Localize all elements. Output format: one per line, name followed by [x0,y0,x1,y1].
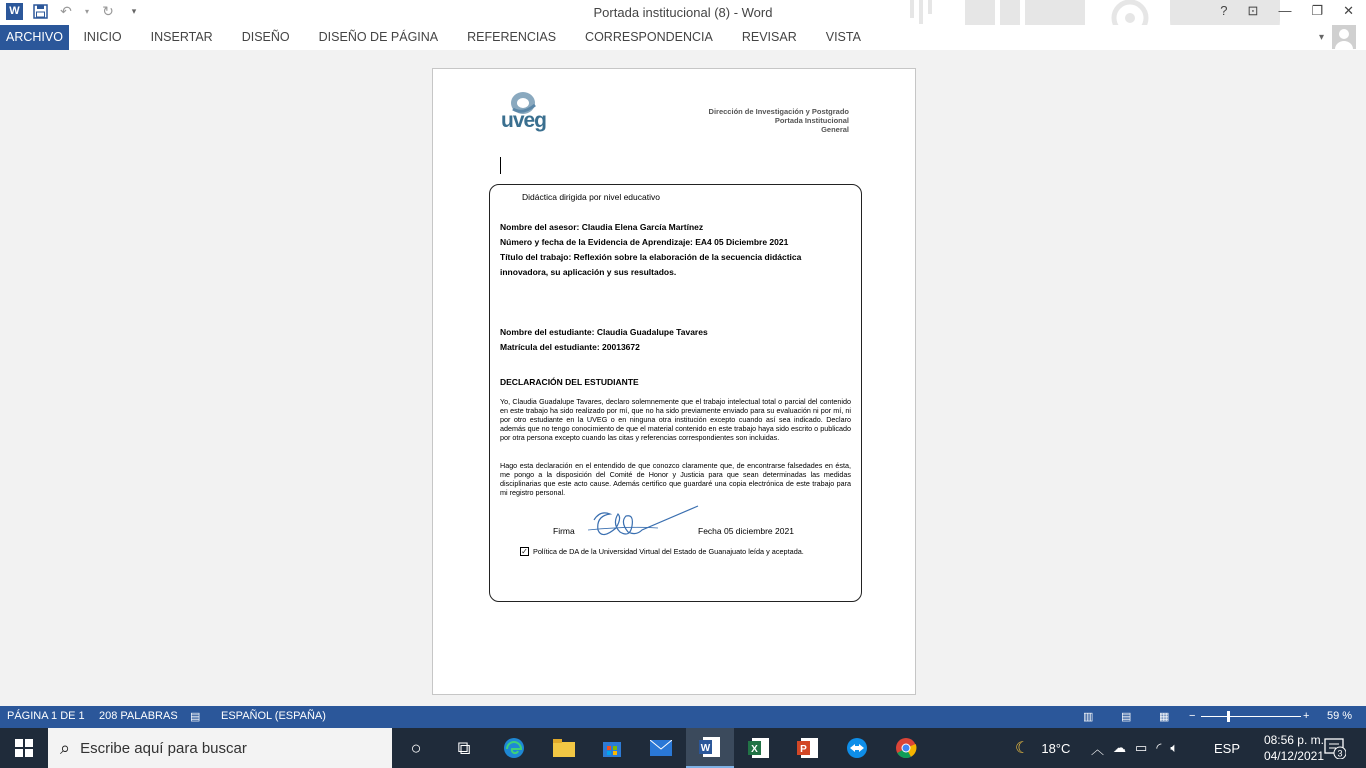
course-name: Didáctica dirigida por nivel educativo [522,192,660,202]
policy-text: Política de DA de la Universidad Virtual del Estado de Guanajuato leída y aceptada. [533,547,804,556]
chrome-icon[interactable] [882,728,930,768]
tab-referencias[interactable]: REFERENCIAS [467,30,557,44]
advisor-label: Nombre del asesor: [500,222,582,232]
zoom-level[interactable]: 59 % [1327,710,1353,722]
clock-time: 08:56 p. m. [1263,733,1324,747]
zoom-in-button[interactable]: + [1303,710,1310,722]
taskbar-search[interactable] [48,728,392,768]
header-line: General [821,125,849,134]
file-explorer-icon[interactable] [540,728,588,768]
undo-icon[interactable]: ↶ [60,2,72,19]
web-layout-icon[interactable]: ▦ [1159,711,1170,723]
work-title: Reflexión sobre la elaboración de la secuencia didáctica [573,252,802,262]
volume-icon[interactable]: 🔈︎ [1170,740,1179,755]
tab-revisar[interactable]: REVISAR [741,30,797,44]
clock-date: 04/12/2021 [1263,749,1324,763]
close-button[interactable]: ✕ [1343,3,1354,18]
read-mode-icon[interactable]: ▥ [1083,711,1094,723]
weather-widget[interactable] [1015,728,1070,768]
moon-icon: ☾ [1015,740,1030,757]
svg-text:P: P [800,744,807,755]
weather-temp: 18°C [1041,740,1071,756]
evidence-line [500,235,788,250]
student-name: Claudia Guadalupe Tavares [596,327,708,337]
evidence-label: Número y fecha de la Evidencia de Aprendizaje: [500,237,696,247]
window-controls [1220,3,1354,19]
student-line [500,325,708,340]
battery-icon[interactable]: ▭ [1135,740,1148,755]
cortana-icon[interactable]: ○ [410,737,422,758]
search-placeholder: Escribe aquí para buscar [80,739,247,757]
task-view-icon[interactable]: ⧉ [457,737,471,758]
cover-box [489,184,862,602]
tab-archivo[interactable]: ARCHIVO [0,25,69,50]
mail-icon[interactable] [637,728,685,768]
student-label: Nombre del estudiante: [500,327,597,337]
signature-image [586,502,706,542]
notification-count: 3 [1337,748,1343,759]
minimize-button[interactable]: — [1278,3,1292,18]
zoom-out-button[interactable]: − [1189,710,1196,722]
store-icon[interactable] [588,728,636,768]
edge-icon[interactable] [490,728,538,768]
taskbar [0,728,1366,768]
header-line: Portada Institucional [774,116,849,125]
logo-text: uveg [501,109,547,132]
powerpoint-icon[interactable] [784,728,832,768]
policy-checkbox[interactable]: ✓ [521,547,528,556]
svg-text:X: X [751,744,758,755]
work-title-line [500,250,801,265]
signature-label: Firma [553,526,575,536]
title-bar [0,0,1366,25]
customize-toolbar-icon[interactable]: ▾ [131,5,137,16]
search-icon: ⌕ [60,737,71,758]
matricula-label: Matrícula del estudiante: [500,342,603,352]
clock[interactable] [1264,732,1324,764]
tab-correspondencia[interactable]: CORRESPONDENCIA [585,30,713,44]
evidence-value: EA4 05 Diciembre 2021 [695,237,789,247]
language-indicator[interactable]: ESPAÑOL (ESPAÑA) [221,710,326,722]
onedrive-icon[interactable]: ☁ [1113,740,1127,755]
start-button[interactable] [0,728,48,768]
declaration-paragraph-1: Yo, Claudia Guadalupe Tavares, declaro solemnemente que el trabajo intelectual total o parcial del contenido en este trabajo ha sido realizado por mí, que no ha sido previamente enviado para su evaluación ni por mí, ni por otro estudiante en la UVEG o en ninguna otra institución excepto cuando así sea indicado. Declaro además que no tengo conocimiento de que el material contenido en este trabajo haya sido escrito o publicado por otra persona excepto cuando las citas y referencias correspondientes son incluidas. [500,397,851,443]
redo-icon[interactable]: ↻ [102,2,114,19]
svg-text:W: W [700,743,711,754]
document-page[interactable] [432,68,916,695]
zoom-slider-thumb[interactable] [1227,711,1230,722]
notifications-icon[interactable] [1324,728,1346,768]
declaration-heading: DECLARACIÓN DEL ESTUDIANTE [500,377,639,387]
account-dropdown-icon[interactable]: ▾ [1318,32,1324,43]
word-app-icon[interactable]: W [6,3,23,20]
matricula-line [500,340,640,355]
document-header [709,107,849,134]
ribbon-display-button[interactable]: ⊡ [1247,3,1259,18]
matricula-value: 20013672 [602,342,640,352]
advisor-line [500,220,703,235]
advisor-name: Claudia Elena García Martínez [581,222,704,232]
ribbon-tabs [0,25,1366,50]
date-field: Fecha 05 diciembre 2021 [698,526,794,536]
declaration-paragraph-2: Hago esta declaración en el entendido de que conozco claramente que, de encontrarse falsedades en ésta, me pongo a la disposición del Comité de Honor y Justicia para que sean determinadas las medidas disciplinarias que este acto cause. Además certifico que guardaré una copia electrónica de este trabajo para mi registro personal. [500,461,851,498]
system-tray [1091,728,1178,768]
input-language[interactable]: ESP [1214,740,1241,756]
user-avatar[interactable] [1332,25,1356,49]
help-button[interactable]: ? [1220,3,1228,18]
zoom-slider[interactable] [1201,716,1301,717]
page-count[interactable]: PÁGINA 1 DE 1 [7,710,85,722]
tab-inicio[interactable]: INICIO [83,30,122,44]
status-bar [0,706,1366,728]
tab-insertar[interactable]: INSERTAR [150,30,213,44]
proofing-icon[interactable]: ▤ [190,711,201,723]
undo-dropdown-icon[interactable]: ▾ [84,6,89,16]
window-title: Portada institucional (8) - Word [593,5,773,20]
header-line: Dirección de Investigación y Postgrado [708,107,849,116]
windows-icon [15,739,33,757]
word-count[interactable]: 208 PALABRAS [99,710,178,722]
work-title-line-2: innovadora, su aplicación y sus resultados. [500,267,677,277]
show-hidden-icons-icon[interactable]: ︿ [1091,741,1105,757]
print-layout-icon[interactable]: ▤ [1121,711,1132,723]
restore-button[interactable]: ❐ [1311,3,1324,18]
word-taskbar-icon[interactable] [686,728,734,768]
text-cursor [500,157,501,174]
wifi-icon[interactable]: ◜ [1156,740,1162,755]
tab-diseno-de-pagina[interactable]: DISEÑO DE PÁGINA [318,30,439,44]
tab-vista[interactable]: VISTA [825,30,861,44]
work-title-label: Título del trabajo: [500,252,574,262]
tab-diseno[interactable]: DISEÑO [241,30,290,44]
excel-icon[interactable] [735,728,783,768]
teamviewer-icon[interactable] [833,728,881,768]
